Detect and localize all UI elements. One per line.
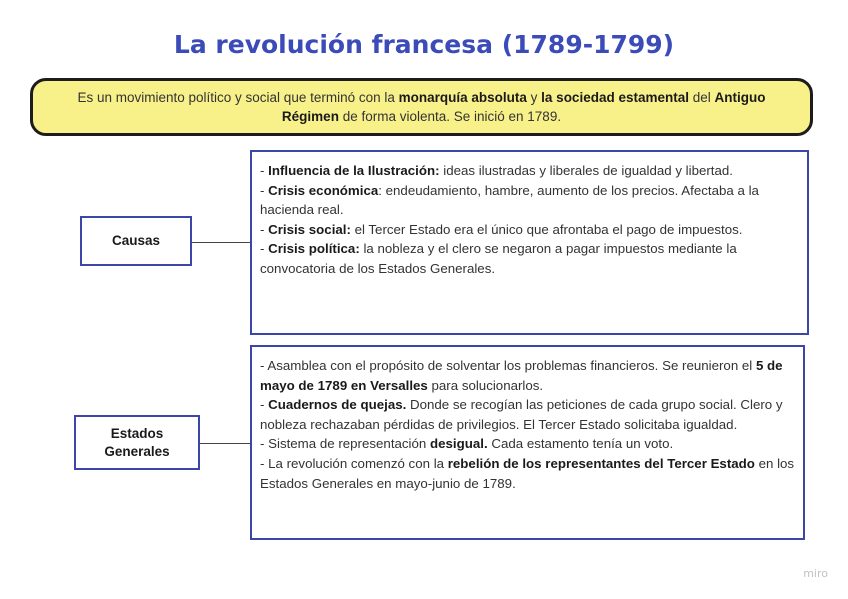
causa-text: el Tercer Estado era el único que afrontaba el pago de impuestos. <box>350 221 743 237</box>
page-title: La revolución francesa (1789-1799) <box>173 30 675 59</box>
estado-text: Donde se recogían las peticiones de cada grupo social. Clero y nobleza rechazaban pérdidas de privilegios. El Tercer Estado solicitaba igualdad. <box>260 397 783 432</box>
intro-text-4: de forma violenta. Se inició en 1789. <box>338 109 562 124</box>
causa-item <box>260 239 799 278</box>
causa-item <box>260 161 799 181</box>
intro-bold-3: Antiguo Régimen <box>281 90 766 124</box>
estado-text: en los Estados Generales en mayo-junio de 1789. <box>260 455 795 491</box>
estado-text: - La revolución comenzó con la <box>260 455 448 471</box>
estado-bold: Cuadernos de quejas. <box>268 397 407 413</box>
causa-text: ideas ilustradas y liberales de igualdad y libertad. <box>439 163 733 178</box>
estados-label-line1: Estados <box>110 425 164 441</box>
estados-generales-label <box>104 425 169 461</box>
estado-text: - <box>260 397 269 413</box>
estado-text: - Sistema de representación <box>260 436 430 452</box>
intro-text-1: Es un movimiento político y social que terminó con la <box>77 90 399 105</box>
estado-bold: 5 de mayo de 1789 en Versalles <box>260 358 783 393</box>
causa-text: la nobleza y el clero se negaron a pagar impuestos mediante la convocatoria de los Estados Generales. <box>260 241 737 276</box>
estados-label-line2: Generales <box>104 443 170 459</box>
estados-connector <box>200 443 250 444</box>
intro-box <box>30 78 813 136</box>
estados-generales-content-box <box>250 345 805 540</box>
estado-text: para solucionarlos. <box>427 377 544 393</box>
estado-item <box>260 434 795 454</box>
causa-prefix: - <box>260 241 269 257</box>
causas-content-box <box>250 150 809 335</box>
intro-bold-1: monarquía absoluta <box>398 90 527 105</box>
causas-label: Causas <box>111 233 161 248</box>
causa-text: : endeudamiento, hambre, aumento de los precios. Afectaba a la hacienda real. <box>260 182 759 218</box>
miro-watermark: miro <box>803 567 828 580</box>
estado-text: - Asamblea con el propósito de solventar los problemas financieros. Se reunieron el <box>260 358 756 373</box>
estado-item <box>260 395 795 434</box>
estados-generales-label-box <box>74 415 200 470</box>
causas-label-box <box>80 216 192 266</box>
estado-bold: desigual. <box>430 436 488 452</box>
estado-item <box>260 454 795 493</box>
intro-text-3: del <box>689 90 715 105</box>
causa-bold: Crisis social: <box>268 221 351 237</box>
intro-text-2: y <box>526 90 542 105</box>
causa-prefix: - <box>260 221 269 237</box>
estado-bold: rebelión de los representantes del Tercer Estado <box>447 455 755 471</box>
causa-item <box>260 181 799 220</box>
causa-prefix: - <box>260 163 269 178</box>
causa-bold: Crisis política: <box>268 241 360 257</box>
estado-item <box>260 356 795 395</box>
causa-bold: Crisis económica <box>268 182 379 198</box>
causa-bold: Influencia de la Ilustración: <box>268 163 440 178</box>
causa-prefix: - <box>260 182 269 198</box>
causas-connector <box>192 242 250 243</box>
estado-text: Cada estamento tenía un voto. <box>487 436 674 452</box>
intro-bold-2: la sociedad estamental <box>541 90 689 105</box>
causa-item <box>260 220 799 240</box>
